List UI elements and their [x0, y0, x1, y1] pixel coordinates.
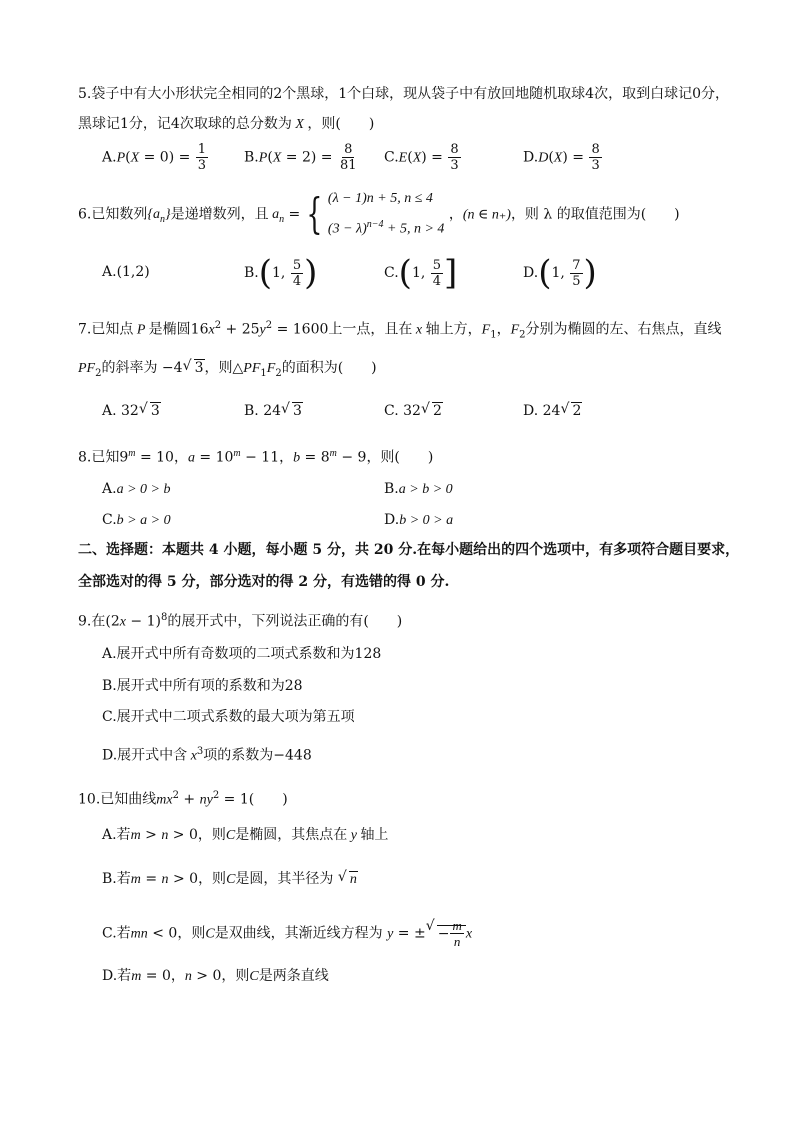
- q6-option-a: A.(1,2): [102, 264, 150, 280]
- q6-option-b: B.(1, $\frac{5}{4}$ ): [244, 253, 318, 293]
- q10-option-c-c: 是双曲线，其渐近线方程为: [214, 925, 383, 942]
- q6-comma: ，: [448, 206, 463, 223]
- q8-option-b: [384, 479, 453, 500]
- q10-option-d-c: ，则: [221, 968, 250, 984]
- q9-option-d-c: −448: [273, 747, 312, 764]
- q7-line1: 7.已知点 P 是椭圆$16x^2 + 25y^2 = 1600$上一点，且在 x 轴上方，$F_1$，$F_2$分别为椭圆的左、右焦点，直线: [78, 320, 722, 341]
- q5-option-a: A.P(X = 0) = $\frac{1}{3}$: [102, 142, 207, 173]
- q8-stem: 8.已知$9^m = 10$，$a = 10^m - 11$，$b = 8^m - 9$，则( ): [78, 448, 434, 466]
- q6-brace: {: [306, 189, 323, 239]
- q8-stem-a: 8.已知: [78, 449, 120, 466]
- q9-option-d-b: 项的系数为: [203, 747, 274, 764]
- q6-option-c: C.(1, $\frac{5}{4}$ ]: [384, 253, 458, 293]
- q8-option-d: [384, 510, 453, 531]
- q8-option-d-value: b > 0 > a: [399, 513, 454, 528]
- q6-stem-e: ，则 λ 的取值范围为( ): [510, 206, 680, 223]
- q8-option-b-value: a > b > 0: [398, 482, 453, 497]
- q5-option-d-label: D.: [523, 149, 539, 166]
- q5-option-b-label: B.: [244, 149, 259, 166]
- q5-var-X: X: [291, 117, 308, 132]
- q7-option-a-label: A. 32: [102, 403, 139, 419]
- q9-option-c: C.展开式中二项式系数的最大项为第五项: [102, 709, 355, 725]
- q8-comma2: ，: [279, 449, 294, 466]
- q7-line1d: 轴上方，: [425, 321, 482, 338]
- q6-piece2-rest: + 5, n > 4: [383, 221, 445, 237]
- q6-stem: 6.已知数列$\{a_n\}$是递增数列，且 $a_n$ = { (λ − 1)n + 5, n ≤ 4 $(3 - \lambda)^{n-4} + 5$, n > 4 ，(n ∈ n₊)，则 λ 的取值范围为( ): [78, 186, 680, 243]
- q7-line1e: 分别为椭圆的左、右焦点，直线: [525, 321, 722, 338]
- q9-stem-b: 的展开式中，下列说法正确的有( ): [167, 613, 403, 630]
- q6-piece2-exp: n−4: [366, 219, 384, 230]
- q10-option-a-a: A.若: [102, 827, 131, 843]
- q5-line2: [78, 114, 374, 135]
- q10-option-c: C.若mn < 0，则C是双曲线，其渐近线方程为 y = ±√ − $\frac{m}{n}$ x: [102, 918, 472, 949]
- q5-option-c-label: C.: [384, 149, 399, 166]
- section2-line1: 二、选择题：本题共 4 小题，每小题 5 分，共 20 分.在每小题给出的四个选项中，有多项符合题目要求，: [78, 542, 740, 558]
- q9-option-d: D.展开式中含 $x^3$项的系数为−448: [102, 746, 312, 764]
- q6-option-d-label: D.: [523, 265, 539, 281]
- q6-option-b-label: B.: [244, 265, 259, 281]
- q10-stem-a: 10.已知曲线: [78, 791, 157, 808]
- q10-option-c-a: C.若: [102, 925, 131, 942]
- q10-option-a: A.若m > n > 0，则C是椭圆，其焦点在 y 轴上: [102, 827, 389, 843]
- q10-option-a-d: 轴上: [360, 827, 389, 843]
- section2-line2: 全部选对的得 5 分，部分选对的得 2 分，有选错的得 0 分.: [78, 574, 450, 590]
- q6-piece1: (λ − 1)n + 5, n ≤ 4: [327, 191, 433, 206]
- q5-line2-end: ，则( ): [307, 116, 375, 132]
- q10-option-a-c: 是椭圆，其焦点在: [235, 827, 348, 843]
- q6-stem-b: 是递增数列，且: [170, 206, 269, 223]
- q7-option-c: C. 32√ 2: [384, 401, 443, 421]
- q6-option-c-label: C.: [384, 265, 399, 281]
- q8-stem-d: ，则( ): [366, 449, 434, 466]
- q6-stem-a: 6.已知数列: [78, 206, 148, 223]
- q8-option-a-label: A.: [102, 481, 117, 497]
- q9-option-b: B.展开式中所有项的系数和为28: [102, 678, 303, 694]
- q8-option-b-label: B.: [384, 481, 399, 497]
- q8-option-a-value: a > 0 > b: [116, 482, 171, 497]
- q7-line1a: 7.已知点: [78, 321, 134, 338]
- q9-stem-a: 9.在: [78, 613, 106, 630]
- q10-option-d: D.若m = 0，n > 0，则C是两条直线: [102, 968, 329, 984]
- q6-option-a-label: A.: [102, 264, 117, 280]
- q7-line1b: 是椭圆: [148, 321, 191, 338]
- q7-line2c: 的面积为( ): [281, 360, 377, 376]
- q10-stem-b: ( ): [248, 791, 288, 808]
- q5-option-c: C.E(X) = $\frac{8}{3}$: [384, 142, 459, 173]
- q10-option-b-a: B.若: [102, 871, 131, 887]
- q5-option-a-label: A.: [102, 149, 117, 166]
- q10-option-b-c: 是圆，其半径为: [235, 871, 334, 887]
- q7-option-b-label: B. 24: [244, 403, 282, 419]
- q8-comma1: ，: [173, 449, 188, 466]
- q10-option-d-a: D.若: [102, 968, 132, 984]
- q8-option-c-label: C.: [102, 512, 117, 528]
- q5-line2-text: 黑球记1分，记4次取球的总分数为: [78, 116, 292, 132]
- q7-option-d: D. 24√ 2: [523, 401, 582, 421]
- q9-stem: 9.在$(2x - 1)^8$的展开式中，下列说法正确的有( ): [78, 612, 403, 630]
- q5-option-d: D.D(X) = $\frac{8}{3}$: [523, 142, 600, 173]
- q7-option-c-label: C. 32: [384, 403, 421, 419]
- q7-option-d-label: D. 24: [523, 403, 561, 419]
- q10-option-d-b: ，: [170, 968, 185, 984]
- q7-option-b: B. 24√ 3: [244, 401, 303, 421]
- q10-option-b-b: ，则: [198, 871, 227, 887]
- q9-option-d-a: D.展开式中含: [102, 747, 188, 764]
- q5-option-b: B.P(X = 2) = $\frac{8}{81}$: [244, 142, 357, 173]
- q10-option-b: B.若m = n > 0，则C是圆，其半径为 √ n: [102, 869, 358, 890]
- q5-line1: 5.袋子中有大小形状完全相同的2个黑球，1个白球，现从袋子中有放回地随机取球4次，取到白球记0分，: [78, 86, 729, 102]
- q7-option-a: A. 32√ 3: [102, 401, 161, 421]
- q6-option-d: D.(1, $\frac{7}{5}$ ): [523, 253, 597, 293]
- q10-option-c-b: ，则: [177, 925, 206, 942]
- q10-stem: 10.已知曲线$mx^2 + ny^2 = 1$( ): [78, 790, 288, 808]
- q9-option-a: A.展开式中所有奇数项的二项式系数和为128: [102, 646, 382, 662]
- q8-option-c-value: b > a > 0: [116, 513, 171, 528]
- q8-option-d-label: D.: [384, 512, 400, 528]
- q7-line2a: 的斜率为: [101, 360, 158, 376]
- q8-option-c: [102, 510, 171, 531]
- q10-option-d-d: 是两条直线: [258, 968, 329, 984]
- q6-piece2: (3 − λ): [327, 221, 367, 237]
- q10-option-a-b: ，则: [197, 827, 226, 843]
- q8-option-a: [102, 479, 170, 500]
- q7-line2b: ，则△: [204, 360, 244, 376]
- q7-line2: $PF_2$的斜率为 −4√ 3，则$\triangle PF_1F_2$的面积为( ): [78, 358, 377, 384]
- q6-piecewise: [328, 186, 445, 243]
- q6-domain: (n ∈ n₊): [462, 207, 511, 223]
- q7-line1c: 上一点，且在: [328, 321, 413, 338]
